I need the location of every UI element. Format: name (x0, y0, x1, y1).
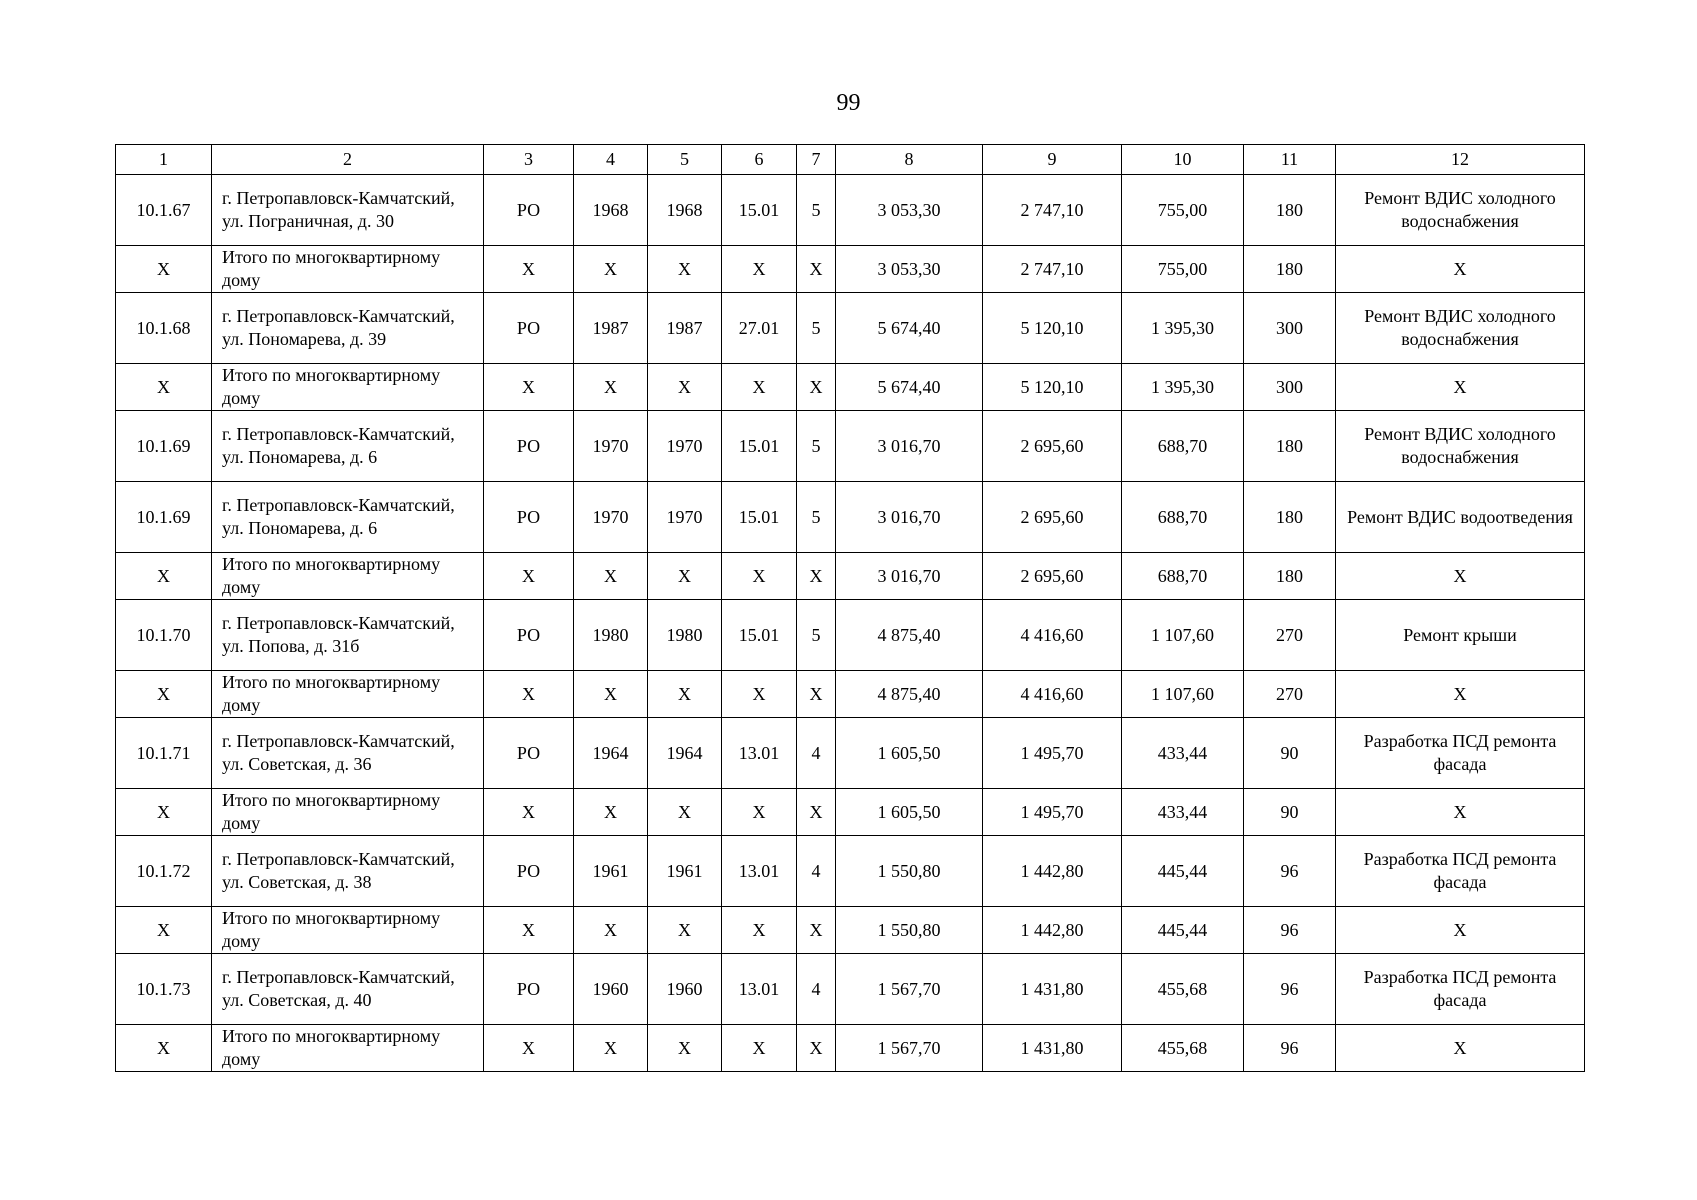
year-commissioned-cell: Х (648, 553, 722, 600)
item-number-cell: 10.1.72 (116, 836, 212, 907)
address-cell: г. Петропавловск-Камчатский, ул. Пономарева, д. 6 (212, 482, 484, 553)
work-type-cell: Ремонт ВДИС холодного водоснабжения (1336, 411, 1585, 482)
item-number-cell: 10.1.69 (116, 482, 212, 553)
column-number-5: 5 (648, 145, 722, 175)
owner-type-cell: Х (484, 1025, 574, 1072)
wall-material-cell: 15.01 (722, 482, 797, 553)
total-area-cell: 3 053,30 (836, 175, 983, 246)
nonresidential-area-cell: 755,00 (1122, 175, 1244, 246)
total-row (116, 671, 1585, 718)
table-row (116, 482, 1585, 553)
nonresidential-area-cell: 1 107,60 (1122, 600, 1244, 671)
living-area-cell: 4 416,60 (983, 600, 1122, 671)
living-area-cell: 2 747,10 (983, 246, 1122, 293)
year-built-cell: Х (574, 364, 648, 411)
residents-count-cell: 96 (1244, 907, 1336, 954)
floors-cell: 5 (797, 293, 836, 364)
floors-cell: 4 (797, 954, 836, 1025)
column-number-8: 8 (836, 145, 983, 175)
address-cell: г. Петропавловск-Камчатский, ул. Советская, д. 38 (212, 836, 484, 907)
living-area-cell: 1 431,80 (983, 1025, 1122, 1072)
address-cell: Итого по многоквартирному дому (212, 671, 484, 718)
residents-count-cell: 180 (1244, 411, 1336, 482)
owner-type-cell: РО (484, 175, 574, 246)
total-area-cell: 5 674,40 (836, 293, 983, 364)
item-number-cell: Х (116, 671, 212, 718)
column-number-11: 11 (1244, 145, 1336, 175)
floors-cell: 4 (797, 836, 836, 907)
year-commissioned-cell: 1964 (648, 718, 722, 789)
residents-count-cell: 300 (1244, 293, 1336, 364)
address-cell: г. Петропавловск-Камчатский, ул. Пономарева, д. 39 (212, 293, 484, 364)
owner-type-cell: Х (484, 671, 574, 718)
item-number-cell: 10.1.67 (116, 175, 212, 246)
owner-type-cell: РО (484, 411, 574, 482)
wall-material-cell: 13.01 (722, 718, 797, 789)
owner-type-cell: Х (484, 789, 574, 836)
total-area-cell: 1 567,70 (836, 1025, 983, 1072)
address-cell: Итого по многоквартирному дому (212, 789, 484, 836)
wall-material-cell: Х (722, 553, 797, 600)
total-area-cell: 3 016,70 (836, 482, 983, 553)
table-row (116, 293, 1585, 364)
total-area-cell: 3 016,70 (836, 553, 983, 600)
wall-material-cell: Х (722, 246, 797, 293)
residents-count-cell: 90 (1244, 789, 1336, 836)
year-commissioned-cell: Х (648, 907, 722, 954)
living-area-cell: 2 695,60 (983, 553, 1122, 600)
living-area-cell: 4 416,60 (983, 671, 1122, 718)
year-commissioned-cell: Х (648, 246, 722, 293)
floors-cell: Х (797, 553, 836, 600)
year-built-cell: 1964 (574, 718, 648, 789)
column-number-row (116, 145, 1585, 175)
owner-type-cell: РО (484, 836, 574, 907)
living-area-cell: 1 442,80 (983, 907, 1122, 954)
owner-type-cell: РО (484, 718, 574, 789)
year-built-cell: Х (574, 789, 648, 836)
floors-cell: Х (797, 364, 836, 411)
table-row (116, 600, 1585, 671)
nonresidential-area-cell: 455,68 (1122, 1025, 1244, 1072)
item-number-cell: Х (116, 553, 212, 600)
table-row (116, 836, 1585, 907)
column-number-3: 3 (484, 145, 574, 175)
wall-material-cell: 27.01 (722, 293, 797, 364)
total-area-cell: 1 567,70 (836, 954, 983, 1025)
work-type-cell: Х (1336, 553, 1585, 600)
residents-count-cell: 96 (1244, 836, 1336, 907)
floors-cell: 5 (797, 600, 836, 671)
item-number-cell: Х (116, 1025, 212, 1072)
nonresidential-area-cell: 688,70 (1122, 482, 1244, 553)
nonresidential-area-cell: 1 107,60 (1122, 671, 1244, 718)
owner-type-cell: Х (484, 364, 574, 411)
column-number-9: 9 (983, 145, 1122, 175)
column-number-2: 2 (212, 145, 484, 175)
total-area-cell: 3 053,30 (836, 246, 983, 293)
year-commissioned-cell: Х (648, 364, 722, 411)
year-commissioned-cell: 1968 (648, 175, 722, 246)
nonresidential-area-cell: 688,70 (1122, 553, 1244, 600)
nonresidential-area-cell: 433,44 (1122, 718, 1244, 789)
year-commissioned-cell: Х (648, 789, 722, 836)
address-cell: г. Петропавловск-Камчатский, ул. Пономарева, д. 6 (212, 411, 484, 482)
table-row (116, 954, 1585, 1025)
floors-cell: Х (797, 246, 836, 293)
work-type-cell: Ремонт ВДИС холодного водоснабжения (1336, 293, 1585, 364)
floors-cell: 4 (797, 718, 836, 789)
nonresidential-area-cell: 1 395,30 (1122, 364, 1244, 411)
owner-type-cell: Х (484, 907, 574, 954)
residents-count-cell: 90 (1244, 718, 1336, 789)
residents-count-cell: 270 (1244, 600, 1336, 671)
work-type-cell: Х (1336, 364, 1585, 411)
table-row (116, 718, 1585, 789)
item-number-cell: 10.1.68 (116, 293, 212, 364)
housing-repair-table (115, 144, 1585, 1072)
year-commissioned-cell: 1960 (648, 954, 722, 1025)
living-area-cell: 2 695,60 (983, 482, 1122, 553)
nonresidential-area-cell: 688,70 (1122, 411, 1244, 482)
living-area-cell: 5 120,10 (983, 293, 1122, 364)
page-number: 99 (836, 90, 861, 116)
address-cell: г. Петропавловск-Камчатский, ул. Попова, д. 31б (212, 600, 484, 671)
year-commissioned-cell: 1970 (648, 411, 722, 482)
address-cell: Итого по многоквартирному дому (212, 246, 484, 293)
year-commissioned-cell: Х (648, 671, 722, 718)
year-commissioned-cell: Х (648, 1025, 722, 1072)
item-number-cell: 10.1.69 (116, 411, 212, 482)
wall-material-cell: Х (722, 671, 797, 718)
total-area-cell: 3 016,70 (836, 411, 983, 482)
year-built-cell: Х (574, 907, 648, 954)
nonresidential-area-cell: 1 395,30 (1122, 293, 1244, 364)
floors-cell: Х (797, 671, 836, 718)
nonresidential-area-cell: 445,44 (1122, 907, 1244, 954)
address-cell: Итого по многоквартирному дому (212, 1025, 484, 1072)
living-area-cell: 2 747,10 (983, 175, 1122, 246)
total-row (116, 907, 1585, 954)
residents-count-cell: 96 (1244, 1025, 1336, 1072)
column-number-7: 7 (797, 145, 836, 175)
item-number-cell: 10.1.71 (116, 718, 212, 789)
work-type-cell: Х (1336, 671, 1585, 718)
owner-type-cell: Х (484, 246, 574, 293)
floors-cell: 5 (797, 175, 836, 246)
work-type-cell: Х (1336, 789, 1585, 836)
work-type-cell: Х (1336, 907, 1585, 954)
living-area-cell: 1 495,70 (983, 789, 1122, 836)
total-row (116, 1025, 1585, 1072)
work-type-cell: Разработка ПСД ремонта фасада (1336, 954, 1585, 1025)
year-built-cell: 1961 (574, 836, 648, 907)
nonresidential-area-cell: 455,68 (1122, 954, 1244, 1025)
table-row (116, 175, 1585, 246)
address-cell: Итого по многоквартирному дому (212, 553, 484, 600)
nonresidential-area-cell: 433,44 (1122, 789, 1244, 836)
year-built-cell: 1968 (574, 175, 648, 246)
wall-material-cell: 15.01 (722, 175, 797, 246)
item-number-cell: 10.1.70 (116, 600, 212, 671)
owner-type-cell: РО (484, 954, 574, 1025)
wall-material-cell: 13.01 (722, 836, 797, 907)
total-area-cell: 1 550,80 (836, 836, 983, 907)
nonresidential-area-cell: 755,00 (1122, 246, 1244, 293)
total-area-cell: 1 605,50 (836, 718, 983, 789)
column-number-6: 6 (722, 145, 797, 175)
floors-cell: Х (797, 789, 836, 836)
year-built-cell: 1960 (574, 954, 648, 1025)
column-number-4: 4 (574, 145, 648, 175)
owner-type-cell: РО (484, 600, 574, 671)
residents-count-cell: 96 (1244, 954, 1336, 1025)
address-cell: г. Петропавловск-Камчатский, ул. Советская, д. 36 (212, 718, 484, 789)
living-area-cell: 1 495,70 (983, 718, 1122, 789)
year-built-cell: Х (574, 246, 648, 293)
owner-type-cell: Х (484, 553, 574, 600)
address-cell: г. Петропавловск-Камчатский, ул. Советская, д. 40 (212, 954, 484, 1025)
address-cell: Итого по многоквартирному дому (212, 907, 484, 954)
total-area-cell: 1 605,50 (836, 789, 983, 836)
total-area-cell: 4 875,40 (836, 671, 983, 718)
owner-type-cell: РО (484, 293, 574, 364)
work-type-cell: Разработка ПСД ремонта фасада (1336, 718, 1585, 789)
wall-material-cell: 15.01 (722, 411, 797, 482)
nonresidential-area-cell: 445,44 (1122, 836, 1244, 907)
year-built-cell: 1980 (574, 600, 648, 671)
residents-count-cell: 300 (1244, 364, 1336, 411)
living-area-cell: 5 120,10 (983, 364, 1122, 411)
wall-material-cell: Х (722, 789, 797, 836)
column-number-10: 10 (1122, 145, 1244, 175)
year-commissioned-cell: 1987 (648, 293, 722, 364)
floors-cell: Х (797, 907, 836, 954)
item-number-cell: Х (116, 789, 212, 836)
year-built-cell: Х (574, 553, 648, 600)
year-built-cell: 1970 (574, 411, 648, 482)
year-built-cell: Х (574, 1025, 648, 1072)
wall-material-cell: Х (722, 1025, 797, 1072)
living-area-cell: 2 695,60 (983, 411, 1122, 482)
work-type-cell: Х (1336, 246, 1585, 293)
year-commissioned-cell: 1961 (648, 836, 722, 907)
year-built-cell: 1970 (574, 482, 648, 553)
living-area-cell: 1 431,80 (983, 954, 1122, 1025)
work-type-cell: Ремонт ВДИС водоотведения (1336, 482, 1585, 553)
year-commissioned-cell: 1970 (648, 482, 722, 553)
residents-count-cell: 180 (1244, 482, 1336, 553)
wall-material-cell: Х (722, 907, 797, 954)
wall-material-cell: 13.01 (722, 954, 797, 1025)
total-row (116, 553, 1585, 600)
item-number-cell: Х (116, 246, 212, 293)
owner-type-cell: РО (484, 482, 574, 553)
item-number-cell: Х (116, 364, 212, 411)
year-commissioned-cell: 1980 (648, 600, 722, 671)
total-area-cell: 1 550,80 (836, 907, 983, 954)
floors-cell: 5 (797, 482, 836, 553)
address-cell: г. Петропавловск-Камчатский, ул. Пограничная, д. 30 (212, 175, 484, 246)
year-built-cell: 1987 (574, 293, 648, 364)
residents-count-cell: 180 (1244, 246, 1336, 293)
year-built-cell: Х (574, 671, 648, 718)
total-area-cell: 5 674,40 (836, 364, 983, 411)
table-row (116, 411, 1585, 482)
wall-material-cell: 15.01 (722, 600, 797, 671)
column-number-12: 12 (1336, 145, 1585, 175)
work-type-cell: Разработка ПСД ремонта фасада (1336, 836, 1585, 907)
floors-cell: 5 (797, 411, 836, 482)
work-type-cell: Х (1336, 1025, 1585, 1072)
wall-material-cell: Х (722, 364, 797, 411)
total-row (116, 246, 1585, 293)
residents-count-cell: 180 (1244, 553, 1336, 600)
address-cell: Итого по многоквартирному дому (212, 364, 484, 411)
total-row (116, 364, 1585, 411)
living-area-cell: 1 442,80 (983, 836, 1122, 907)
work-type-cell: Ремонт ВДИС холодного водоснабжения (1336, 175, 1585, 246)
column-number-1: 1 (116, 145, 212, 175)
total-row (116, 789, 1585, 836)
total-area-cell: 4 875,40 (836, 600, 983, 671)
work-type-cell: Ремонт крыши (1336, 600, 1585, 671)
residents-count-cell: 180 (1244, 175, 1336, 246)
item-number-cell: Х (116, 907, 212, 954)
item-number-cell: 10.1.73 (116, 954, 212, 1025)
floors-cell: Х (797, 1025, 836, 1072)
residents-count-cell: 270 (1244, 671, 1336, 718)
